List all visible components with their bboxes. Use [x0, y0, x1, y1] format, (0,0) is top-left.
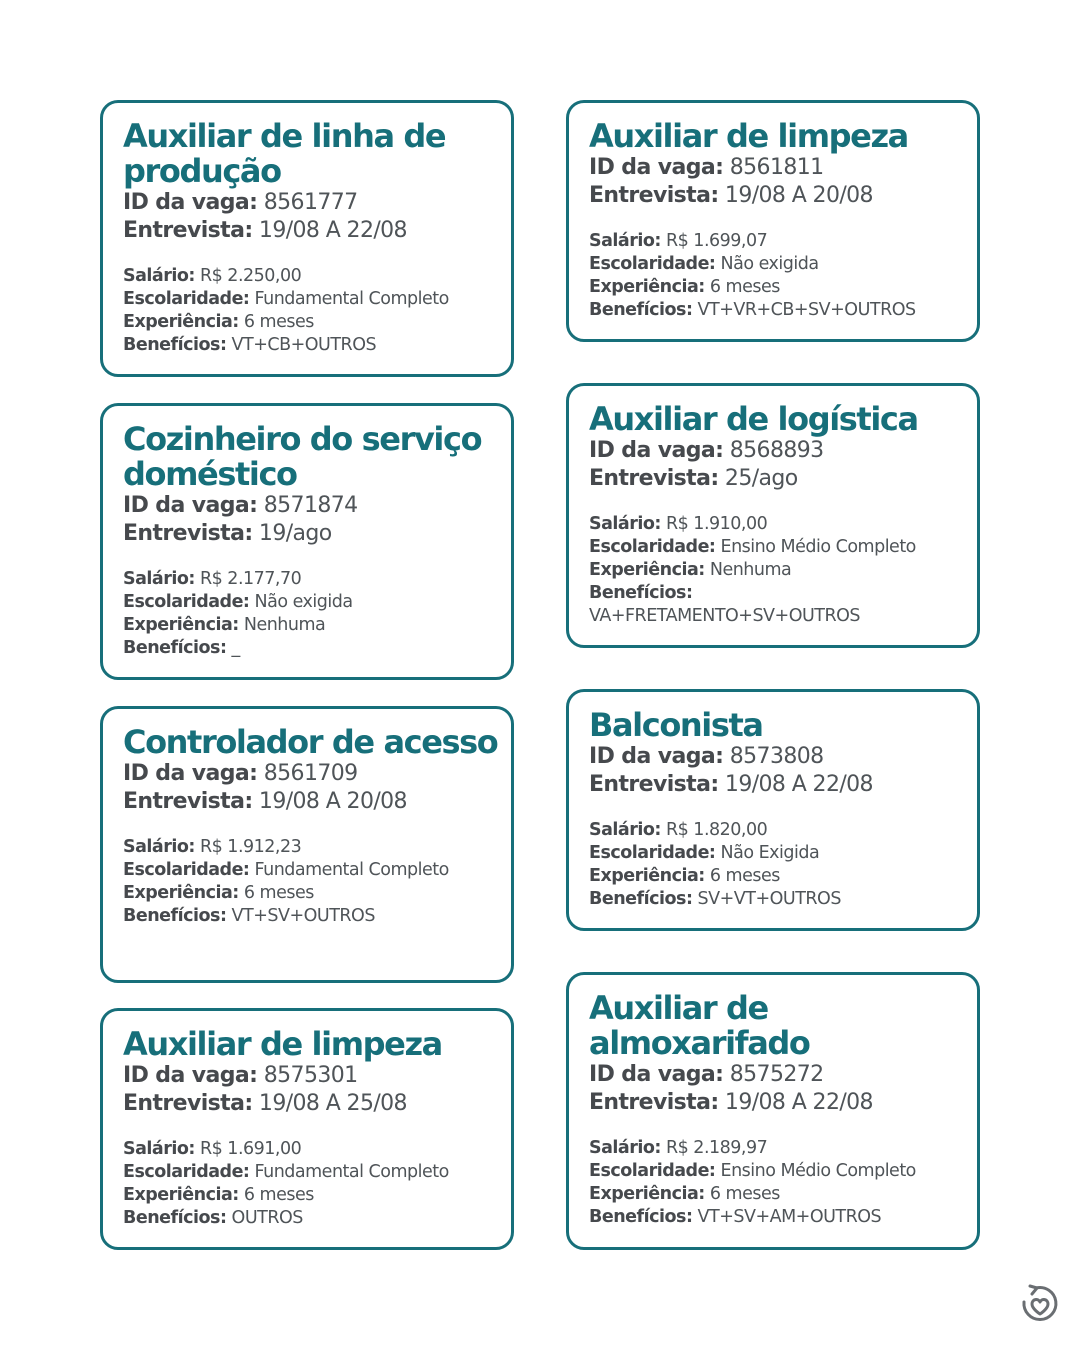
experience-label: Experiência: — [589, 866, 705, 886]
interview-label: Entrevista: — [123, 789, 253, 814]
education-label: Escolaridade: — [589, 1161, 716, 1181]
job-interview — [123, 1090, 501, 1118]
job-benefits — [123, 637, 501, 660]
education-value: Fundamental Completo — [254, 289, 449, 309]
job-benefits — [123, 334, 501, 357]
job-title: Auxiliar de almoxarifado — [589, 989, 810, 1062]
benefits-value: OUTROS — [231, 1208, 303, 1228]
job-title: Balconista — [589, 706, 763, 744]
job-education — [589, 536, 967, 559]
salary-value: R$ 1.691,00 — [199, 1139, 302, 1159]
salary-value: R$ 1.910,00 — [665, 514, 768, 534]
experience-label: Experiência: — [123, 312, 239, 332]
job-benefits — [589, 582, 967, 605]
job-id-label: ID da vaga: — [123, 190, 258, 215]
job-id — [589, 743, 967, 771]
education-value: Não exigida — [254, 592, 353, 612]
job-id-value: 8561709 — [263, 761, 358, 786]
job-id-label: ID da vaga: — [589, 1062, 724, 1087]
job-experience — [123, 882, 501, 905]
job-education — [123, 1161, 501, 1184]
education-value: Ensino Médio Completo — [720, 1161, 916, 1181]
interview-value: 25/ago — [724, 466, 798, 491]
experience-value: 6 meses — [709, 277, 780, 297]
benefits-label: Benefícios: — [589, 1207, 693, 1227]
experience-value: 6 meses — [243, 1185, 314, 1205]
job-experience — [123, 1184, 501, 1207]
experience-value: Nenhuma — [709, 560, 792, 580]
education-value: Não exigida — [720, 254, 819, 274]
job-benefits — [123, 1207, 501, 1230]
job-salary — [123, 265, 501, 288]
benefits-label: Benefícios: — [589, 583, 693, 603]
education-label: Escolaridade: — [589, 843, 716, 863]
job-details — [589, 1137, 967, 1229]
job-id — [123, 760, 501, 788]
job-id-label: ID da vaga: — [589, 744, 724, 769]
job-interview — [589, 771, 967, 799]
job-id-value: 8575301 — [263, 1063, 358, 1088]
education-value: Não Exigida — [720, 843, 820, 863]
job-education — [123, 591, 501, 614]
benefits-label: Benefícios: — [123, 335, 227, 355]
job-interview — [123, 217, 501, 245]
experience-value: Nenhuma — [243, 615, 326, 635]
job-benefits — [123, 905, 501, 928]
education-value: Fundamental Completo — [254, 1162, 449, 1182]
job-id-value: 8573808 — [729, 744, 824, 769]
benefits-value: SV+VT+OUTROS — [697, 889, 841, 909]
job-title: Cozinheiro do serviço doméstico — [123, 420, 482, 493]
education-label: Escolaridade: — [123, 860, 250, 880]
job-education — [123, 288, 501, 311]
interview-label: Entrevista: — [589, 1090, 719, 1115]
interview-value: 19/ago — [258, 521, 332, 546]
benefits-value: VT+VR+CB+SV+OUTROS — [697, 300, 916, 320]
education-label: Escolaridade: — [589, 254, 716, 274]
job-id-value: 8561777 — [263, 190, 358, 215]
education-value: Fundamental Completo — [254, 860, 449, 880]
job-details — [123, 836, 501, 928]
job-experience — [123, 311, 501, 334]
experience-value: 6 meses — [709, 866, 780, 886]
job-salary — [589, 819, 967, 842]
job-details — [589, 819, 967, 911]
job-card — [566, 383, 980, 648]
experience-label: Experiência: — [123, 1185, 239, 1205]
benefits-label: Benefícios: — [589, 889, 693, 909]
salary-value: R$ 1.912,23 — [199, 837, 302, 857]
salary-value: R$ 1.699,07 — [665, 231, 768, 251]
benefits-value: VT+CB+OUTROS — [231, 335, 377, 355]
job-interview — [123, 520, 501, 548]
job-title: Auxiliar de logística — [589, 400, 918, 438]
job-id — [589, 1061, 967, 1089]
salary-label: Salário: — [123, 266, 195, 286]
job-card — [566, 972, 980, 1250]
job-card — [566, 100, 980, 342]
job-card — [100, 403, 514, 680]
interview-label: Entrevista: — [123, 1091, 253, 1116]
job-salary — [589, 513, 967, 536]
job-salary — [123, 568, 501, 591]
interview-value: 19/08 A 20/08 — [724, 183, 873, 208]
benefits-label: Benefícios: — [123, 1208, 227, 1228]
interview-value: 19/08 A 20/08 — [258, 789, 407, 814]
job-card — [100, 100, 514, 377]
experience-value: 6 meses — [709, 1184, 780, 1204]
experience-label: Experiência: — [589, 277, 705, 297]
job-experience — [123, 614, 501, 637]
salary-value: R$ 2.250,00 — [199, 266, 302, 286]
job-card — [100, 706, 514, 983]
job-experience — [589, 276, 967, 299]
experience-value: 6 meses — [243, 883, 314, 903]
interview-label: Entrevista: — [123, 521, 253, 546]
job-interview — [589, 465, 967, 493]
education-label: Escolaridade: — [123, 592, 250, 612]
job-experience — [589, 1183, 967, 1206]
salary-label: Salário: — [123, 1139, 195, 1159]
interview-value: 19/08 A 22/08 — [724, 1090, 873, 1115]
salary-value: R$ 1.820,00 — [665, 820, 768, 840]
experience-label: Experiência: — [589, 560, 705, 580]
job-id-label: ID da vaga: — [123, 493, 258, 518]
interview-label: Entrevista: — [123, 218, 253, 243]
job-salary — [123, 836, 501, 859]
job-id-value: 8571874 — [263, 493, 358, 518]
salary-label: Salário: — [123, 569, 195, 589]
job-education — [589, 253, 967, 276]
job-id — [589, 437, 967, 465]
salary-label: Salário: — [589, 514, 661, 534]
interview-label: Entrevista: — [589, 772, 719, 797]
job-details — [589, 513, 967, 628]
job-benefits — [589, 1206, 967, 1229]
job-card — [100, 1008, 514, 1250]
benefits-label: Benefícios: — [589, 300, 693, 320]
job-details — [123, 1138, 501, 1230]
job-id-label: ID da vaga: — [123, 1063, 258, 1088]
job-id-label: ID da vaga: — [589, 438, 724, 463]
job-education — [589, 1160, 967, 1183]
salary-label: Salário: — [123, 837, 195, 857]
job-interview — [589, 1089, 967, 1117]
job-benefits — [589, 888, 967, 911]
job-card — [566, 689, 980, 931]
interview-label: Entrevista: — [589, 466, 719, 491]
experience-value: 6 meses — [243, 312, 314, 332]
job-title: Auxiliar de linha de produção — [123, 117, 446, 190]
salary-value: R$ 2.189,97 — [665, 1138, 768, 1158]
job-benefits-value-line — [589, 605, 967, 628]
salary-value: R$ 2.177,70 — [199, 569, 302, 589]
job-id — [123, 492, 501, 520]
job-id — [123, 1062, 501, 1090]
interview-label: Entrevista: — [589, 183, 719, 208]
education-label: Escolaridade: — [589, 537, 716, 557]
benefits-value: VA+FRETAMENTO+SV+OUTROS — [589, 606, 861, 626]
job-details — [123, 265, 501, 357]
job-title: Controlador de acesso — [123, 723, 498, 761]
job-id-label: ID da vaga: — [589, 155, 724, 180]
benefits-value: VT+SV+OUTROS — [231, 906, 375, 926]
education-label: Escolaridade: — [123, 289, 250, 309]
job-interview — [123, 788, 501, 816]
benefits-value: VT+SV+AM+OUTROS — [697, 1207, 882, 1227]
salary-label: Salário: — [589, 231, 661, 251]
interview-value: 19/08 A 22/08 — [724, 772, 873, 797]
job-id-value: 8561811 — [729, 155, 824, 180]
experience-label: Experiência: — [123, 615, 239, 635]
benefits-label: Benefícios: — [123, 906, 227, 926]
experience-label: Experiência: — [589, 1184, 705, 1204]
interview-value: 19/08 A 25/08 — [258, 1091, 407, 1116]
education-label: Escolaridade: — [123, 1162, 250, 1182]
experience-label: Experiência: — [123, 883, 239, 903]
interview-value: 19/08 A 22/08 — [258, 218, 407, 243]
job-id-value: 8575272 — [729, 1062, 824, 1087]
job-benefits — [589, 299, 967, 322]
benefits-label: Benefícios: — [123, 638, 227, 658]
job-education — [589, 842, 967, 865]
job-id — [123, 189, 501, 217]
job-salary — [589, 1137, 967, 1160]
job-id-value: 8568893 — [729, 438, 824, 463]
job-interview — [589, 182, 967, 210]
salary-label: Salário: — [589, 1138, 661, 1158]
job-education — [123, 859, 501, 882]
job-experience — [589, 559, 967, 582]
job-id-label: ID da vaga: — [123, 761, 258, 786]
education-value: Ensino Médio Completo — [720, 537, 916, 557]
job-id — [589, 154, 967, 182]
job-experience — [589, 865, 967, 888]
salary-label: Salário: — [589, 820, 661, 840]
heart-arrow-logo-icon — [1016, 1282, 1062, 1328]
benefits-value: _ — [231, 638, 240, 658]
job-title: Auxiliar de limpeza — [589, 117, 908, 155]
job-details — [123, 568, 501, 660]
job-salary — [123, 1138, 501, 1161]
job-salary — [589, 230, 967, 253]
job-title: Auxiliar de limpeza — [123, 1025, 442, 1063]
job-details — [589, 230, 967, 322]
